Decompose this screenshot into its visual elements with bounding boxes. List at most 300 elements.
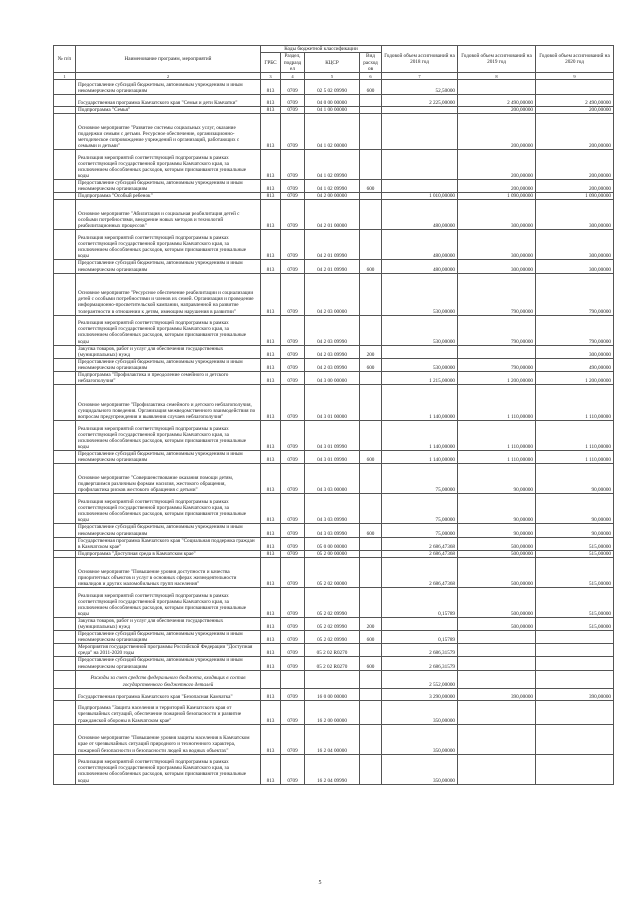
row-name: Предоставление субсидий бюджетным, автономным учреждениям и иным некоммерческим организациям bbox=[76, 524, 261, 537]
row-kcsr: 05 2 02 R0270 bbox=[305, 644, 360, 657]
row-num bbox=[54, 644, 76, 657]
row-name: Мероприятия государственной программы Российской Федерации "Доступная среда" на 2011-2020 годы bbox=[76, 644, 261, 657]
row-vid bbox=[360, 754, 382, 784]
row-name: Основное мероприятие "Развитие системы социальных услуг, оказание поддержки семьям с детьми. Ресурсное обеспечение, организационно-методическое сопровождение учреждений и организаций, работающих с семьями и детьми" bbox=[76, 114, 261, 150]
row-kcsr: 04 1 00 00000 bbox=[305, 107, 360, 114]
row-num bbox=[54, 80, 76, 95]
table-row bbox=[54, 385, 614, 421]
row-value-2020: 515,00000 bbox=[536, 617, 614, 630]
row-value-2020: 200,00000 bbox=[536, 114, 614, 150]
budget-table-page bbox=[53, 45, 613, 785]
row-value-2020: 490,00000 bbox=[536, 358, 614, 371]
row-kcsr: 04 2 01 09990 bbox=[305, 230, 360, 260]
row-value-2018: 2 686,31579 bbox=[382, 657, 458, 670]
row-value-2020: 1 110,00000 bbox=[536, 385, 614, 421]
row-grbs: 813 bbox=[261, 345, 281, 358]
row-name: Закупка товаров, работ и услуг для обеспечения государственных (муниципальных) нужд bbox=[76, 617, 261, 630]
row-kcsr: 04 2 03 09990 bbox=[305, 345, 360, 358]
row-num bbox=[54, 421, 76, 451]
row-grbs: 813 bbox=[261, 557, 281, 587]
row-grbs: 813 bbox=[261, 464, 281, 494]
row-value-2020: 515,00000 bbox=[536, 550, 614, 557]
row-value-2019: 300,00000 bbox=[458, 260, 536, 273]
column-numbers-row bbox=[54, 73, 614, 80]
row-razdel: 0709 bbox=[281, 550, 305, 557]
row-kcsr: 04 1 02 00000 bbox=[305, 114, 360, 150]
table-row bbox=[54, 180, 614, 193]
row-razdel: 0709 bbox=[281, 557, 305, 587]
table-row bbox=[54, 150, 614, 180]
budget-table-body bbox=[54, 80, 614, 785]
row-name: Реализация мероприятий соответствующей подпрограммы в рамках соответствующей государственной программы Камчатского края, за исключением обособленных расходов, которым присваиваются уникальные коды bbox=[76, 494, 261, 524]
row-value-2019: 90,00000 bbox=[458, 464, 536, 494]
row-vid: 600 bbox=[360, 180, 382, 193]
row-num bbox=[54, 315, 76, 345]
row-razdel: 0709 bbox=[281, 524, 305, 537]
row-num bbox=[54, 537, 76, 550]
row-grbs: 813 bbox=[261, 494, 281, 524]
row-value-2020 bbox=[536, 670, 614, 688]
row-grbs: 813 bbox=[261, 230, 281, 260]
row-value-2020: 515,00000 bbox=[536, 587, 614, 617]
row-num bbox=[54, 230, 76, 260]
row-value-2018: 1 140,00000 bbox=[382, 421, 458, 451]
table-row bbox=[54, 537, 614, 550]
row-vid bbox=[360, 550, 382, 557]
row-name: Основное мероприятие "Ресурсное обеспечение реабилитации и социализации детей с особыми потребностями и членов их семей. Организация и проведение информационно-просветительской кампании, направленной на развитие толерантности в отношении к детям, имеющим нарушения в развитии" bbox=[76, 273, 261, 315]
row-grbs: 813 bbox=[261, 587, 281, 617]
row-value-2018: 1 140,00000 bbox=[382, 451, 458, 464]
row-kcsr: 04 3 01 00000 bbox=[305, 385, 360, 421]
row-num bbox=[54, 385, 76, 421]
row-vid: 600 bbox=[360, 80, 382, 95]
row-vid: 600 bbox=[360, 524, 382, 537]
row-value-2019: 390,00000 bbox=[458, 688, 536, 700]
row-kcsr bbox=[305, 670, 360, 688]
header-kcsr: КЦСР bbox=[305, 53, 360, 73]
row-vid bbox=[360, 688, 382, 700]
column-number: 1 bbox=[54, 73, 76, 80]
row-razdel: 0709 bbox=[281, 80, 305, 95]
row-value-2018 bbox=[382, 114, 458, 150]
row-name: Реализация мероприятий соответствующей подпрограммы в рамках соответствующей государственной программы Камчатского края, за исключением обособленных расходов, которым присваиваются уникальные коды bbox=[76, 315, 261, 345]
row-name: Основное мероприятие "Повышение уровня защиты населения в Камчатском крае от чрезвычайных ситуаций природного и техногенного характера, пожарной безопасности и безопасности людей на водных объектах" bbox=[76, 724, 261, 754]
table-row bbox=[54, 644, 614, 657]
table-row bbox=[54, 494, 614, 524]
table-row bbox=[54, 557, 614, 587]
row-value-2019: 790,00000 bbox=[458, 273, 536, 315]
header-2018: Годовой объем ассигнований на 2018 год bbox=[382, 46, 458, 73]
row-value-2020: 300,00000 bbox=[536, 230, 614, 260]
row-name: Предоставление субсидий бюджетным, автономным учреждениям и иным некоммерческим организациям bbox=[76, 451, 261, 464]
table-row bbox=[54, 657, 614, 670]
row-name: Предоставление субсидий бюджетным, автономным учреждениям и иным некоммерческим организациям bbox=[76, 80, 261, 95]
row-name: Реализация мероприятий соответствующей подпрограммы в рамках соответствующей государственной программы Камчатского края, за исключением обособленных расходов, которым присваиваются уникальные коды bbox=[76, 587, 261, 617]
row-value-2018: 1 140,00000 bbox=[382, 385, 458, 421]
row-name: Основное мероприятие "Профилактика семейного и детского неблагополучия, суицидального поведения. Организация межведомственного взаимодействия по вопросам предупреждения и выявления случаев неблагополучия" bbox=[76, 385, 261, 421]
row-vid bbox=[360, 107, 382, 114]
row-value-2019: 300,00000 bbox=[458, 200, 536, 230]
row-value-2018: 350,00000 bbox=[382, 724, 458, 754]
row-grbs: 813 bbox=[261, 180, 281, 193]
row-value-2020 bbox=[536, 631, 614, 644]
row-grbs: 813 bbox=[261, 315, 281, 345]
row-value-2020: 2 490,00000 bbox=[536, 95, 614, 107]
row-value-2020 bbox=[536, 657, 614, 670]
row-num bbox=[54, 688, 76, 700]
table-row bbox=[54, 688, 614, 700]
row-value-2018: 480,00000 bbox=[382, 200, 458, 230]
row-razdel: 0709 bbox=[281, 273, 305, 315]
row-name: Основное мероприятие "Совершенствование оказания помощи детям, подвергшимся различным формам насилия, жестокого обращения, профилактика рисков жестокого обращения с детьми" bbox=[76, 464, 261, 494]
row-value-2019: 200,00000 bbox=[458, 107, 536, 114]
row-value-2020: 1 110,00000 bbox=[536, 451, 614, 464]
table-row bbox=[54, 345, 614, 358]
row-num bbox=[54, 464, 76, 494]
table-row bbox=[54, 273, 614, 315]
row-value-2019: 1 110,00000 bbox=[458, 385, 536, 421]
row-value-2018 bbox=[382, 150, 458, 180]
row-vid: 600 bbox=[360, 657, 382, 670]
row-num bbox=[54, 451, 76, 464]
row-vid bbox=[360, 700, 382, 724]
row-num bbox=[54, 657, 76, 670]
budget-table bbox=[53, 45, 614, 785]
row-name: Предоставление субсидий бюджетным, автономным учреждениям и иным некоммерческим организациям bbox=[76, 180, 261, 193]
row-kcsr: 05 2 02 09990 bbox=[305, 587, 360, 617]
row-value-2019 bbox=[458, 631, 536, 644]
row-num bbox=[54, 550, 76, 557]
row-kcsr: 04 3 03 09990 bbox=[305, 494, 360, 524]
row-vid: 600 bbox=[360, 451, 382, 464]
row-razdel: 0709 bbox=[281, 657, 305, 670]
row-vid bbox=[360, 670, 382, 688]
row-razdel: 0709 bbox=[281, 421, 305, 451]
table-row bbox=[54, 95, 614, 107]
row-vid bbox=[360, 644, 382, 657]
row-value-2019 bbox=[458, 657, 536, 670]
row-value-2019 bbox=[458, 644, 536, 657]
row-kcsr: 04 3 00 00000 bbox=[305, 372, 360, 385]
row-name: Государственная программа Камчатского края "Семья и дети Камчатки" bbox=[76, 95, 261, 107]
row-grbs: 813 bbox=[261, 385, 281, 421]
row-name: Реализация мероприятий соответствующей подпрограммы в рамках соответствующей государственной программы Камчатского края, за исключением обособленных расходов, которым присваиваются уникальные коды bbox=[76, 150, 261, 180]
row-num bbox=[54, 114, 76, 150]
row-value-2018: 530,00000 bbox=[382, 358, 458, 371]
row-grbs: 813 bbox=[261, 421, 281, 451]
row-razdel: 0709 bbox=[281, 358, 305, 371]
row-grbs: 813 bbox=[261, 114, 281, 150]
table-row bbox=[54, 587, 614, 617]
row-grbs: 813 bbox=[261, 524, 281, 537]
row-value-2020: 515,00000 bbox=[536, 537, 614, 550]
row-value-2019: 790,00000 bbox=[458, 315, 536, 345]
row-grbs: 813 bbox=[261, 700, 281, 724]
row-razdel: 0709 bbox=[281, 107, 305, 114]
row-num bbox=[54, 631, 76, 644]
row-razdel: 0709 bbox=[281, 587, 305, 617]
row-value-2019 bbox=[458, 724, 536, 754]
table-row bbox=[54, 200, 614, 230]
row-razdel: 0709 bbox=[281, 95, 305, 107]
row-kcsr: 05 2 02 R0270 bbox=[305, 657, 360, 670]
column-number: 6 bbox=[360, 73, 382, 80]
row-grbs: 813 bbox=[261, 358, 281, 371]
row-vid bbox=[360, 385, 382, 421]
row-num bbox=[54, 587, 76, 617]
row-name: Предоставление субсидий бюджетным, автономным учреждениям и иным некоммерческим организациям bbox=[76, 631, 261, 644]
row-name: Подпрограмма "Семья" bbox=[76, 107, 261, 114]
row-grbs: 813 bbox=[261, 724, 281, 754]
row-value-2018: 3 290,00000 bbox=[382, 688, 458, 700]
row-name: Основное мероприятие "Абилитация и социальная реабилитация детей с особыми потребностями, внедрение новых методов и технологий реабилитационных процессов" bbox=[76, 200, 261, 230]
row-razdel: 0709 bbox=[281, 494, 305, 524]
row-value-2020 bbox=[536, 724, 614, 754]
row-value-2018: 0,15789 bbox=[382, 631, 458, 644]
row-kcsr: 05 2 02 09990 bbox=[305, 631, 360, 644]
row-razdel: 0709 bbox=[281, 385, 305, 421]
table-row bbox=[54, 700, 614, 724]
row-value-2019: 300,00000 bbox=[458, 230, 536, 260]
row-value-2018: 480,00000 bbox=[382, 230, 458, 260]
row-kcsr: 04 3 01 09990 bbox=[305, 451, 360, 464]
row-value-2018: 2 686,47368 bbox=[382, 550, 458, 557]
row-razdel: 0709 bbox=[281, 537, 305, 550]
row-value-2019: 790,00000 bbox=[458, 358, 536, 371]
row-value-2018: 2 686,47368 bbox=[382, 537, 458, 550]
row-num bbox=[54, 345, 76, 358]
row-num bbox=[54, 193, 76, 200]
row-grbs: 813 bbox=[261, 688, 281, 700]
row-value-2019: 90,00000 bbox=[458, 524, 536, 537]
row-grbs: 813 bbox=[261, 644, 281, 657]
row-value-2020: 1 090,00000 bbox=[536, 193, 614, 200]
row-value-2019 bbox=[458, 754, 536, 784]
row-num bbox=[54, 670, 76, 688]
row-value-2019: 500,00000 bbox=[458, 557, 536, 587]
column-number: 4 bbox=[281, 73, 305, 80]
table-row bbox=[54, 670, 614, 688]
row-name: Предоставление субсидий бюджетным, автономным учреждениям и иным некоммерческим организациям bbox=[76, 657, 261, 670]
row-razdel: 0709 bbox=[281, 200, 305, 230]
row-razdel: 0709 bbox=[281, 631, 305, 644]
row-value-2020: 390,00000 bbox=[536, 688, 614, 700]
table-row bbox=[54, 80, 614, 95]
row-grbs: 813 bbox=[261, 80, 281, 95]
row-value-2020: 200,00000 bbox=[536, 107, 614, 114]
row-vid bbox=[360, 315, 382, 345]
row-vid: 200 bbox=[360, 345, 382, 358]
row-name: Подпрограмма "Профилактика и преодоление семейного и детского неблагополучия" bbox=[76, 372, 261, 385]
row-razdel: 0709 bbox=[281, 700, 305, 724]
row-value-2019: 200,00000 bbox=[458, 150, 536, 180]
row-vid bbox=[360, 95, 382, 107]
table-row bbox=[54, 724, 614, 754]
header-num: № п/п bbox=[54, 46, 76, 73]
table-row bbox=[54, 372, 614, 385]
row-value-2019: 200,00000 bbox=[458, 114, 536, 150]
row-value-2020: 790,00000 bbox=[536, 315, 614, 345]
header-kbk: Коды бюджетной классификации bbox=[261, 46, 382, 53]
row-value-2018: 2 225,00000 bbox=[382, 95, 458, 107]
row-value-2019 bbox=[458, 670, 536, 688]
row-razdel: 0709 bbox=[281, 193, 305, 200]
row-name: Закупка товаров, работ и услуг для обеспечения государственных (муниципальных) нужд bbox=[76, 345, 261, 358]
table-row bbox=[54, 631, 614, 644]
row-vid bbox=[360, 464, 382, 494]
row-value-2019: 200,00000 bbox=[458, 180, 536, 193]
row-value-2019 bbox=[458, 80, 536, 95]
table-row bbox=[54, 524, 614, 537]
column-number: 9 bbox=[536, 73, 614, 80]
row-grbs: 813 bbox=[261, 617, 281, 630]
row-grbs bbox=[261, 670, 281, 688]
row-name: Реализация мероприятий соответствующей подпрограммы в рамках соответствующей государственной программы Камчатского края, за исключением обособленных расходов, которым присваиваются уникальные коды bbox=[76, 754, 261, 784]
row-vid bbox=[360, 193, 382, 200]
table-row bbox=[54, 617, 614, 630]
row-name: Предоставление субсидий бюджетным, автономным учреждениям и иным некоммерческим организациям bbox=[76, 358, 261, 371]
table-row bbox=[54, 421, 614, 451]
row-value-2020 bbox=[536, 80, 614, 95]
row-grbs: 813 bbox=[261, 631, 281, 644]
row-num bbox=[54, 180, 76, 193]
row-value-2019: 500,00000 bbox=[458, 587, 536, 617]
row-vid bbox=[360, 230, 382, 260]
table-row bbox=[54, 315, 614, 345]
table-row bbox=[54, 260, 614, 273]
row-kcsr: 04 2 01 00000 bbox=[305, 200, 360, 230]
header-2019: Годовой объем ассигнований на 2019 год bbox=[458, 46, 536, 73]
row-num bbox=[54, 724, 76, 754]
column-number: 8 bbox=[458, 73, 536, 80]
row-razdel: 0709 bbox=[281, 451, 305, 464]
row-name: Предоставление субсидий бюджетным, автономным учреждениям и иным некоммерческим организациям bbox=[76, 260, 261, 273]
table-row bbox=[54, 114, 614, 150]
row-grbs: 813 bbox=[261, 95, 281, 107]
row-value-2018: 2 686,31579 bbox=[382, 644, 458, 657]
header-2020: Годовой объем ассигнований на 2020 год bbox=[536, 46, 614, 73]
header-name: Наименование программ, мероприятий bbox=[76, 46, 261, 73]
row-value-2020: 790,00000 bbox=[536, 273, 614, 315]
row-kcsr: 05 0 00 00000 bbox=[305, 537, 360, 550]
row-value-2018: 75,00000 bbox=[382, 524, 458, 537]
row-value-2018: 75,00000 bbox=[382, 494, 458, 524]
column-number: 7 bbox=[382, 73, 458, 80]
table-row bbox=[54, 464, 614, 494]
row-kcsr: 04 1 02 09990 bbox=[305, 150, 360, 180]
row-value-2020: 200,00000 bbox=[536, 180, 614, 193]
row-razdel: 0709 bbox=[281, 230, 305, 260]
row-razdel: 0709 bbox=[281, 464, 305, 494]
row-value-2020: 300,00000 bbox=[536, 200, 614, 230]
row-kcsr: 04 2 03 09990 bbox=[305, 358, 360, 371]
row-vid bbox=[360, 537, 382, 550]
row-razdel: 0709 bbox=[281, 617, 305, 630]
row-value-2018: 0,15789 bbox=[382, 587, 458, 617]
row-value-2018: 1 215,00000 bbox=[382, 372, 458, 385]
row-value-2018: 530,00000 bbox=[382, 315, 458, 345]
row-razdel: 0709 bbox=[281, 345, 305, 358]
row-kcsr: 05 2 00 00000 bbox=[305, 550, 360, 557]
row-value-2019: 1 110,00000 bbox=[458, 451, 536, 464]
row-razdel: 0709 bbox=[281, 150, 305, 180]
row-grbs: 813 bbox=[261, 657, 281, 670]
row-kcsr: 04 3 03 09990 bbox=[305, 524, 360, 537]
header-vid: Вид расходов bbox=[360, 53, 382, 73]
row-num bbox=[54, 273, 76, 315]
row-kcsr: 04 3 03 00000 bbox=[305, 464, 360, 494]
row-name: Реализация мероприятий соответствующей подпрограммы в рамках соответствующей государственной программы Камчатского края, за исключением обособленных расходов, которым присваиваются уникальные коды bbox=[76, 421, 261, 451]
row-value-2020 bbox=[536, 754, 614, 784]
row-value-2018: 530,00000 bbox=[382, 273, 458, 315]
row-value-2020 bbox=[536, 644, 614, 657]
row-num bbox=[54, 617, 76, 630]
row-name: Государственная программа Камчатского края "Социальная поддержка граждан в Камчатском крае" bbox=[76, 537, 261, 550]
row-name: Подпрограмма "Защита населения и территорий Камчатского края от чрезвычайных ситуаций, обеспечение пожарной безопасности и развитие гражданской обороны в Камчатском крае" bbox=[76, 700, 261, 724]
row-value-2020: 515,00000 bbox=[536, 557, 614, 587]
row-value-2020: 300,00000 bbox=[536, 260, 614, 273]
row-razdel: 0709 bbox=[281, 754, 305, 784]
row-value-2020: 300,00000 bbox=[536, 345, 614, 358]
row-razdel: 0709 bbox=[281, 260, 305, 273]
row-value-2018 bbox=[382, 617, 458, 630]
row-value-2020: 90,00000 bbox=[536, 494, 614, 524]
column-number: 3 bbox=[261, 73, 281, 80]
row-vid: 600 bbox=[360, 260, 382, 273]
row-vid bbox=[360, 587, 382, 617]
table-row bbox=[54, 358, 614, 371]
row-razdel: 0709 bbox=[281, 180, 305, 193]
row-razdel: 0709 bbox=[281, 372, 305, 385]
row-value-2018: 350,00000 bbox=[382, 700, 458, 724]
column-number: 2 bbox=[76, 73, 261, 80]
row-kcsr: 16 0 00 00000 bbox=[305, 688, 360, 700]
row-num bbox=[54, 557, 76, 587]
row-value-2019: 500,00000 bbox=[458, 617, 536, 630]
row-num bbox=[54, 95, 76, 107]
row-value-2018: 480,00000 bbox=[382, 260, 458, 273]
row-kcsr: 04 3 01 09990 bbox=[305, 421, 360, 451]
row-value-2020: 1 200,00000 bbox=[536, 372, 614, 385]
table-row bbox=[54, 107, 614, 114]
row-grbs: 813 bbox=[261, 273, 281, 315]
row-value-2019 bbox=[458, 700, 536, 724]
row-grbs: 813 bbox=[261, 451, 281, 464]
column-number: 5 bbox=[305, 73, 360, 80]
row-razdel: 0709 bbox=[281, 688, 305, 700]
row-num bbox=[54, 372, 76, 385]
header-razdel: Раздел, подраздел bbox=[281, 53, 305, 73]
row-vid bbox=[360, 273, 382, 315]
row-razdel: 0709 bbox=[281, 724, 305, 754]
table-row bbox=[54, 754, 614, 784]
row-value-2018 bbox=[382, 345, 458, 358]
row-vid bbox=[360, 200, 382, 230]
row-grbs: 813 bbox=[261, 193, 281, 200]
row-value-2019: 1 110,00000 bbox=[458, 421, 536, 451]
row-vid bbox=[360, 421, 382, 451]
row-value-2019 bbox=[458, 345, 536, 358]
row-grbs: 813 bbox=[261, 372, 281, 385]
row-vid: 600 bbox=[360, 358, 382, 371]
header-grbs: ГРБС bbox=[261, 53, 281, 73]
row-value-2018 bbox=[382, 107, 458, 114]
row-kcsr: 02 5 02 09990 bbox=[305, 80, 360, 95]
row-value-2019: 2 490,00000 bbox=[458, 95, 536, 107]
row-grbs: 813 bbox=[261, 260, 281, 273]
row-name: Государственная программа Камчатского края "Безопасная Камчатка" bbox=[76, 688, 261, 700]
table-row bbox=[54, 550, 614, 557]
